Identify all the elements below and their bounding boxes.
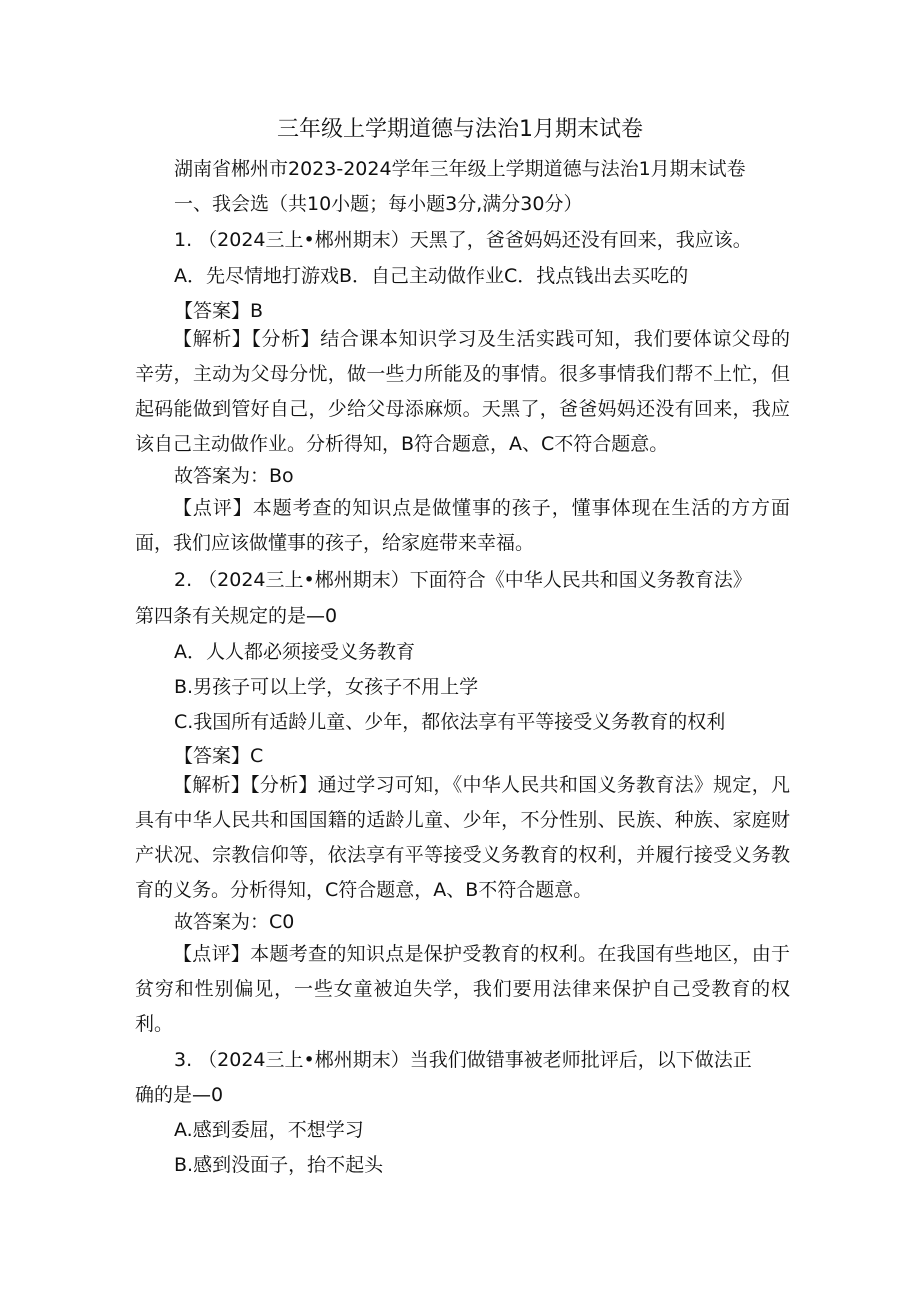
question-1-options: A．先尽情地打游戏B．自己主动做作业C．找点钱出去买吃的 [174,265,689,287]
question-3-stem-line1: 3. （2024三上•郴州期末）当我们做错事被老师批评后，以下做法正 [174,1049,752,1071]
question-2-conclusion: 故答案为：C0 [174,911,295,933]
question-3-option-b: B.感到没面子，抬不起头 [174,1154,384,1176]
question-1-comment: 【点评】本题考查的知识点是做懂事的孩子，懂事体现在生活的方方面面，我们应该做懂事的孩子，给家庭带来幸福。 [135,497,790,554]
question-3-option-a: A.感到委屈，不想学习 [174,1119,364,1141]
question-2-analysis: 【解析】【分析】通过学习可知，《中华人民共和国义务教育法》规定，凡具有中华人民共和国国籍的适龄儿童、少年，不分性别、民族、种族、家庭财产状况、宗教信仰等，依法享有平等接受义务教育的权利，并履行接受义务教育的义务。分析得知，C符合题意，A、B不符合题意。 [135,774,790,901]
question-2-comment: 【点评】本题考查的知识点是保护受教育的权利。在我国有些地区，由于贫穷和性别偏见，一些女童被迫失学，我们要用法律来保护自己受教育的权利。 [135,943,790,1035]
question-2-option-c: C.我国所有适龄儿童、少年，都依法享有平等接受义务教育的权利 [174,711,726,733]
question-2-option-a: A．人人都必须接受义务教育 [174,641,415,663]
question-2-option-b: B.男孩子可以上学，女孩子不用上学 [174,676,479,698]
question-1-answer: 【答案】B [174,300,264,322]
document-subtitle: 湖南省郴州市2023-2024学年三年级上学期道德与法治1月期末试卷 [174,158,746,180]
question-2-stem-line2: 第四条有关规定的是—0 [135,605,338,627]
question-1-stem: 1. （2024三上•郴州期末）天黑了，爸爸妈妈还没有回来，我应该。 [174,229,752,251]
section-heading: 一、我会选（共10小题；每小题3分,满分30分） [174,193,583,215]
question-1-conclusion: 故答案为：Bo [174,465,294,487]
document-title: 三年级上学期道德与法治1月期末试卷 [277,117,643,142]
question-2-stem-line1: 2. （2024三上•郴州期末）下面符合《中华人民共和国义务教育法》 [174,569,752,591]
question-3-stem-line2: 确的是—0 [135,1084,224,1106]
question-2-answer: 【答案】C [174,745,264,767]
question-1-analysis: 【解析】【分析】结合课本知识学习及生活实践可知，我们要体谅父母的辛劳，主动为父母分忧，做一些力所能及的事情。很多事情我们帮不上忙，但起码能做到管好自己，少给父母添麻烦。天黑了，爸爸妈妈还没有回来，我应该自己主动做作业。分析得知，B符合题意，A、C不符合题意。 [135,328,790,455]
